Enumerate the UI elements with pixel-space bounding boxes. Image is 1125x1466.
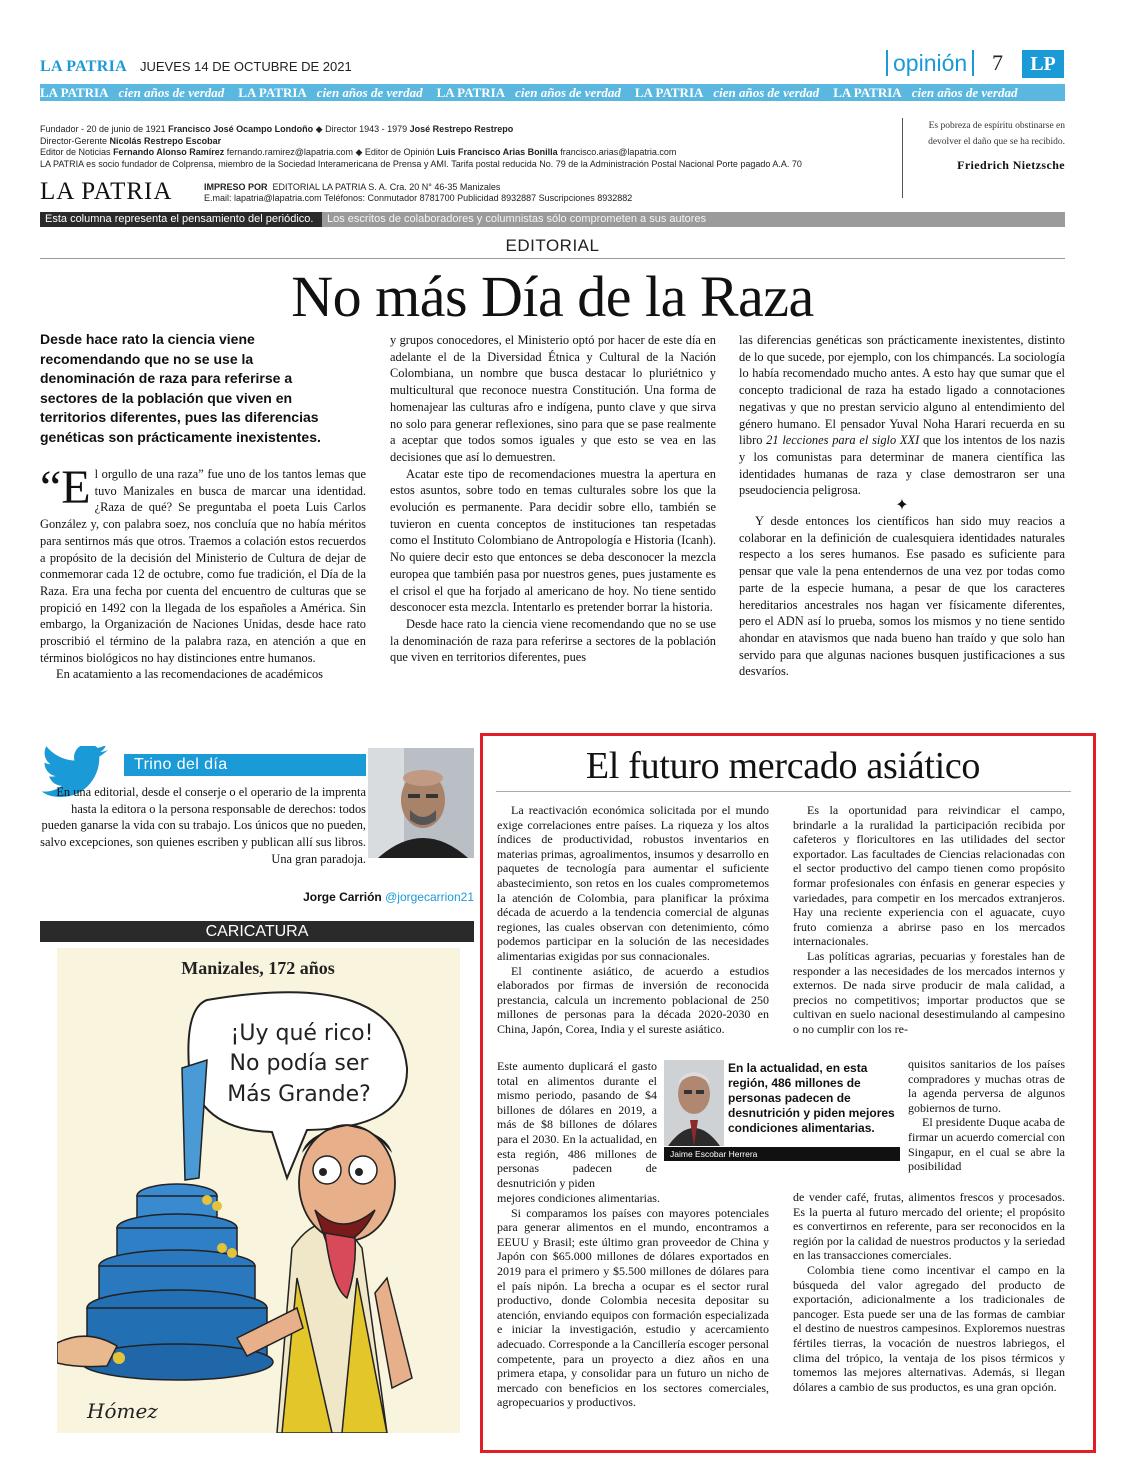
- article-title-rule: [496, 791, 1071, 792]
- bubble-line-2: No podía ser: [229, 1051, 369, 1076]
- trino-header: Trino del día: [124, 754, 366, 776]
- article-title: El futuro mercado asiático: [585, 745, 981, 787]
- news-editor-email[interactable]: fernando.ramirez@lapatria.com: [226, 147, 353, 158]
- editorial-paragraph: l orgullo de una raza” fue uno de los tantos lemas que tuvo Manizales en busca de marcar una identidad. ¿Raza de qué? Se preguntaba el poeta Luis Carlos González y, con palabra soez, nos concluía que no había méritos para sentirnos más que otros. Traemos a colación estos recuerdos a propósito de la decisión del Ministerio de Cultura de dejar de conmemorar cada 12 de octubre, como fue tradición, el Día de la Raza. Era una fecha por cuenta del encuentro de culturas que se propició en 1492 con la llegada de los españoles a América. Sin embargo, la Organización de Naciones Unidas, desde hace rato proscribió el término de la palabra raza, en atención a que en términos biológicos no hay distinciones entre humanos.: [40, 467, 366, 665]
- trino-author-photo: [368, 748, 474, 858]
- editorial-column-1: [40, 461, 366, 683]
- founder-date: Fundador - 20 de junio de 1921: [40, 124, 166, 134]
- masthead-line-membership: LA PATRIA es socio fundador de Colprensa, miembro de la Sociedad Interamericana de Prensa y AMI. Tarifa postal reducida No. 79 de la Administración Postal Nacional Porte pagado A.A. 70: [40, 158, 802, 169]
- article-paragraph: Colombia tiene como incentivar el campo en la búsqueda del valor agregado del producto de exportación, adicionalmente a los tradicionales de pancoger. Esta puede ser una de las formas de cambiar el destino de nuestros campesinos. Exploremos nuestras fértiles tierras, la vocación de nuestros labriegos, el clima del trópico, la ventaja de los pisos térmicos y tomemos las mejores alternativas. Además, si llegan dólares a cambio de sus productos, es una gran opción.: [793, 1262, 1065, 1394]
- quote-author: Friedrich Nietzsche: [957, 158, 1065, 172]
- article-paragraph: Es la oportunidad para reivindicar el campo, brindarle a la ruralidad la participación recibida por cafeteros y floricultores en las utilidades del sector exportador. Las facultades de Ciencias relacionadas con el sector productivo del campo tienen como propósito formar profesionales con énfasis en generar especies y variedades, para competir en los mercados extranjeros. Hay una reciente experiencia con el aguacate, cuyo fruto comienza a abrirse paso en los mercados internacionales.: [793, 803, 1065, 949]
- strip-brand: LA PATRIA: [238, 84, 307, 100]
- strip-tagline: cien años de verdad: [713, 84, 820, 100]
- director-name: José Restrepo Restrepo: [409, 124, 514, 134]
- opinion-editor-name: Luis Francisco Arias Bonilla: [436, 147, 558, 158]
- editorial-paragraph: y grupos conocedores, el Ministerio optó por hacer de este día en adelante el de la Diversidad Étnica y Cultural de la Nación Colombiana, un nombre que busca destacar lo pluriétnico y multicultural que reconoce nuestra Constitución. Una forma de homenajear las culturas afro e indígena, punto clave y que sirva no solo para generar reflexiones, sino para que se pase realmente a aceptar que todos somos iguales y que esto se vea en las decisiones que así lo demuestren.: [390, 333, 716, 464]
- drop-cap: “E: [40, 461, 91, 514]
- header-page-number: 7: [992, 50, 1003, 75]
- paragraph-text: las diferencias genéticas son prácticamente inexistentes, distinto de lo que sucede, por ejemplo, con los chimpancés. La sociología lo había recomendado mucho antes. A esto hay que sumar que el concepto tradicional de raza ha estado ligado a connotaciones negativas y que no prestan servicio alguno al entendimiento del género humano. El pensador Yuval Noha Harari recuerda en su libro: [739, 333, 1065, 448]
- strip-brand: LA PATRIA: [833, 84, 902, 100]
- article-pull-quote: En la actualidad, en esta región, 486 millones de personas padecen de desnutrición y piden mejores condiciones alimentarias.: [728, 1061, 895, 1135]
- article-author-photo: [664, 1060, 724, 1146]
- article-column-1-bottom: [497, 1191, 769, 1410]
- trino-text: En una editorial, desde el conserje o el operario de la imprenta hasta la editora o la persona responsable de derechos: todos pueden ganarse la vida con su trabajo. Los únicos que no pueden, salvo excepciones, son quienes escriben y publican allí sus libros. Una gran paradoja.: [40, 785, 366, 866]
- note-bar: [40, 212, 1065, 227]
- book-title: 21 lecciones para el siglo XXI: [766, 433, 920, 448]
- editorial-section-label: EDITORIAL: [40, 236, 1065, 259]
- trino-handle[interactable]: @jorgecarrion21: [385, 890, 474, 904]
- trino-author-name: Jorge Carrión: [303, 890, 382, 904]
- centenary-strip: [40, 84, 1065, 101]
- masthead-logo: LA PATRIA: [40, 178, 173, 205]
- strip-brand: LA PATRIA: [40, 84, 109, 100]
- editorial-paragraph: En acatamiento a las recomendaciones de académicos: [56, 667, 323, 682]
- character-illustration: [237, 1125, 412, 1433]
- news-editor-name: Fernando Alonso Ramírez: [113, 147, 225, 158]
- print-label: IMPRESO POR: [204, 182, 268, 192]
- strip-tagline: cien años de verdad: [316, 84, 423, 100]
- news-editor-label: Editor de Noticias: [40, 147, 111, 158]
- editorial-paragraph: Y desde entonces los científicos han sido muy reacios a colaborar en la definición de cualesquiera identidades naturales respecto a los seres humanos. Ese pasado es suficiente para pensar que vale la pena entendernos de una vez por todas como parte de la especie humana, a pesar de que los caracteres hereditarios ancestrales nos hagan ver físicamente diferentes, pero el ADN así lo prueba, somos los mismos y no tiene sentido ahondar en atavismos que nada bueno han traído y que solo han servido para que algunas naciones busquen justificaciones a sus desvaríos.: [739, 514, 1065, 679]
- header-brand: LA PATRIA: [40, 58, 128, 75]
- masthead-line-founder: [40, 124, 890, 136]
- strip-tagline: cien años de verdad: [515, 84, 621, 100]
- editorial-paragraph: Desde hace rato la ciencia viene recomendando que no se use la denominación de raza para referirse a sectores de la población que viven en territorios diferentes, pues: [390, 616, 716, 665]
- quote-box: [902, 118, 1065, 198]
- diamond-icon: ◆: [315, 124, 323, 134]
- strip-tagline: cien años de verdad: [911, 84, 1018, 100]
- masthead-line-editors: [40, 147, 890, 159]
- print-contact: E.mail: lapatria@lapatria.com Teléfonos: Conmutador 8781700 Publicidad 8932887 Suscripciones 8932882: [204, 193, 633, 203]
- opinion-editor-label: Editor de Opinión: [364, 147, 435, 158]
- caricatura-header: CARICATURA: [40, 921, 474, 942]
- masthead-line-director: [40, 136, 890, 148]
- print-address: EDITORIAL LA PATRIA S. A. Cra. 20 N° 46-35 Manizales: [272, 182, 501, 192]
- article-paragraph: La reactivación económica solicitada por el mundo exige correlaciones entre países. La riqueza y los altos índices de productividad, robustos inventarios en materias primas, agroalimentos, insumos y desarrollo en paquetes de tecnología para aumentar el suficiente abastecimiento, son retos en los cuales comprometemos la atención de Colombia, para planificar la próxima década de acuerdo a la tendencia comercial de algunas regiones, las cuales observan con detenimiento, cómo podemos participar en la solución de las necesidades alimentarias exigidas por sus connacionales.: [497, 803, 769, 963]
- note-editorial: Esta columna representa el pensamiento del periódico.: [40, 212, 322, 227]
- article-paragraph: mejores condiciones alimentarias.: [497, 1191, 660, 1205]
- header-date: JUEVES 14 DE OCTUBRE DE 2021: [140, 59, 352, 74]
- cartoon-signature: Hómez: [87, 1399, 158, 1423]
- paragraph-text: que los intentos de los nazis y los comunistas para determinar de manera científica las identidades humanas de raza y clase demostraron ser una pseudociencia peligrosa.: [739, 433, 1065, 498]
- header-logo: LP: [1022, 50, 1064, 78]
- opinion-editor-email[interactable]: francisco.arias@lapatria.com: [560, 147, 677, 158]
- director-gerente-label: Director-Gerente: [40, 135, 108, 146]
- four-point-star-icon: ✦: [895, 497, 909, 515]
- article-paragraph: Si comparamos los países con mayores potenciales para generar alimentos en el mundo, encontramos a EEUU y Brasil; este último gran proveedor de China y Japón con $65.000 millones de dólares exportados en 2019 para el primero y $5.500 millones de dólares para el país nipón. La brecha a ocupar es el sector rural productivo, donde Colombia necesita depositar su atención, enviando equipos con formación especializada e iniciar la investigación, estudio y acercamiento adecuado. Corresponde a la Cancillería escoger personal competente, para un proyecto a diez años en una primera etapa, y consolidar para un futuro un nicho de mercado con beneficios en los sectores comerciales, agropecuarios y productivos.: [497, 1205, 769, 1410]
- masthead-print-info: [204, 182, 632, 204]
- article-column-2: [793, 803, 1065, 1037]
- article-paragraph: quisitos sanitarios de los países compradores y muchas otras de la agenda perversa de algunos gobiernos de turno.: [908, 1057, 1065, 1115]
- trino-author: [240, 890, 474, 904]
- article-column-2-wrap: [908, 1057, 1065, 1174]
- article-paragraph: El presidente Duque acaba de firmar un acuerdo comercial con Singapur, en el cual se abre la posibilidad: [908, 1115, 1065, 1174]
- article-paragraph: Las políticas agrarias, pecuarias y forestales han de responder a las necesidades de los mercados internos y externos. De nada sirve producir de mala calidad, a precios no competitivos; importar productos que se cultivan en suelo nacional desestimulando al campesino o no cumplir con los re-: [793, 948, 1065, 1036]
- article-paragraph: de vender café, frutas, alimentos frescos y procesados. Es la puerta al futuro mercado del oriente; el propósito es convertirnos en referente, para ser reconocidos en la región por la calidad de nuestros productos y la seriedad en las transacciones comerciales.: [793, 1190, 1065, 1263]
- quote-text: Es pobreza de espíritu obstinarse en devolver el daño que se ha recibido.: [928, 121, 1065, 147]
- article-column-1: [497, 803, 769, 1037]
- diamond-icon: ◆: [355, 147, 363, 158]
- strip-brand: LA PATRIA: [634, 84, 704, 100]
- strip-tagline: cien años de verdad: [118, 84, 225, 100]
- editorial-paragraph: Acatar este tipo de recomendaciones muestra la apertura en estos asuntos, sobre todo en temas culturales sobre los que la evolución es permanente. Para decidir sobre ello, también se tuvieron en cuenta conceptos de instituciones tan respetadas como el Instituto Colombiano de Antropología e Historia (Icanh). No quiere decir esto que entonces se deba desconocer la mezcla europea que también pasa por nuestros genes, pues justamente es el crisol el que ha forjado al americano de hoy. No tiene sentido desconocer esta mezcla. Intentarlo es pretender borrar la historia.: [390, 466, 716, 615]
- editorial-column-2: [390, 332, 716, 666]
- founder-name: Francisco José Ocampo Londoño: [168, 124, 314, 134]
- note-columnists: Los escritos de colaboradores y columnistas sólo comprometen a sus autores: [322, 212, 1065, 227]
- editorial-title: No más Día de la Raza: [291, 264, 814, 329]
- cartoon: [57, 948, 460, 1433]
- article-column-1-wrap: [497, 1059, 657, 1190]
- editorial-lead: Desde hace rato la ciencia viene recomendando que no se use la denominación de raza para referirse a sectores de la población que viven en territorios diferentes, pues las diferencias genéticas son prácticamente inexistentes.: [40, 331, 321, 445]
- bubble-line-1: ¡Uy qué rico!: [230, 1021, 374, 1046]
- header-section: opinión: [886, 50, 974, 76]
- strip-brand: LA PATRIA: [436, 84, 506, 100]
- article-author-caption: Jaime Escobar Herrera: [664, 1147, 900, 1161]
- director-years: Director 1943 - 1979: [325, 124, 408, 134]
- editorial-column-3: [739, 332, 1065, 680]
- editorial-paragraph: [739, 332, 1065, 499]
- masthead-info: [40, 124, 890, 170]
- article-paragraph: Este aumento duplicará el gasto total en alimentos durante el mismo periodo, pasando de $4 billones de dólares en 2019, a más de $8 billones de dólares para el 2030. En la actualidad, en esta región, 486 millones de personas padecen de desnutrición y piden: [497, 1059, 657, 1190]
- bubble-line-3: Más Grande?: [227, 1082, 371, 1107]
- article-column-2-bottom: [793, 1190, 1065, 1394]
- director-gerente-name: Nicolás Restrepo Escobar: [109, 135, 222, 146]
- cartoon-title: Manizales, 172 años: [181, 958, 335, 978]
- article-paragraph: El continente asiático, de acuerdo a estudios elaborados por firmas de inversión de reconocida prestancia, calcula un incremento poblacional de 250 millones de personas para la década 2020-2030 en China, Japón, Corea, India y el sureste asiático.: [497, 963, 769, 1036]
